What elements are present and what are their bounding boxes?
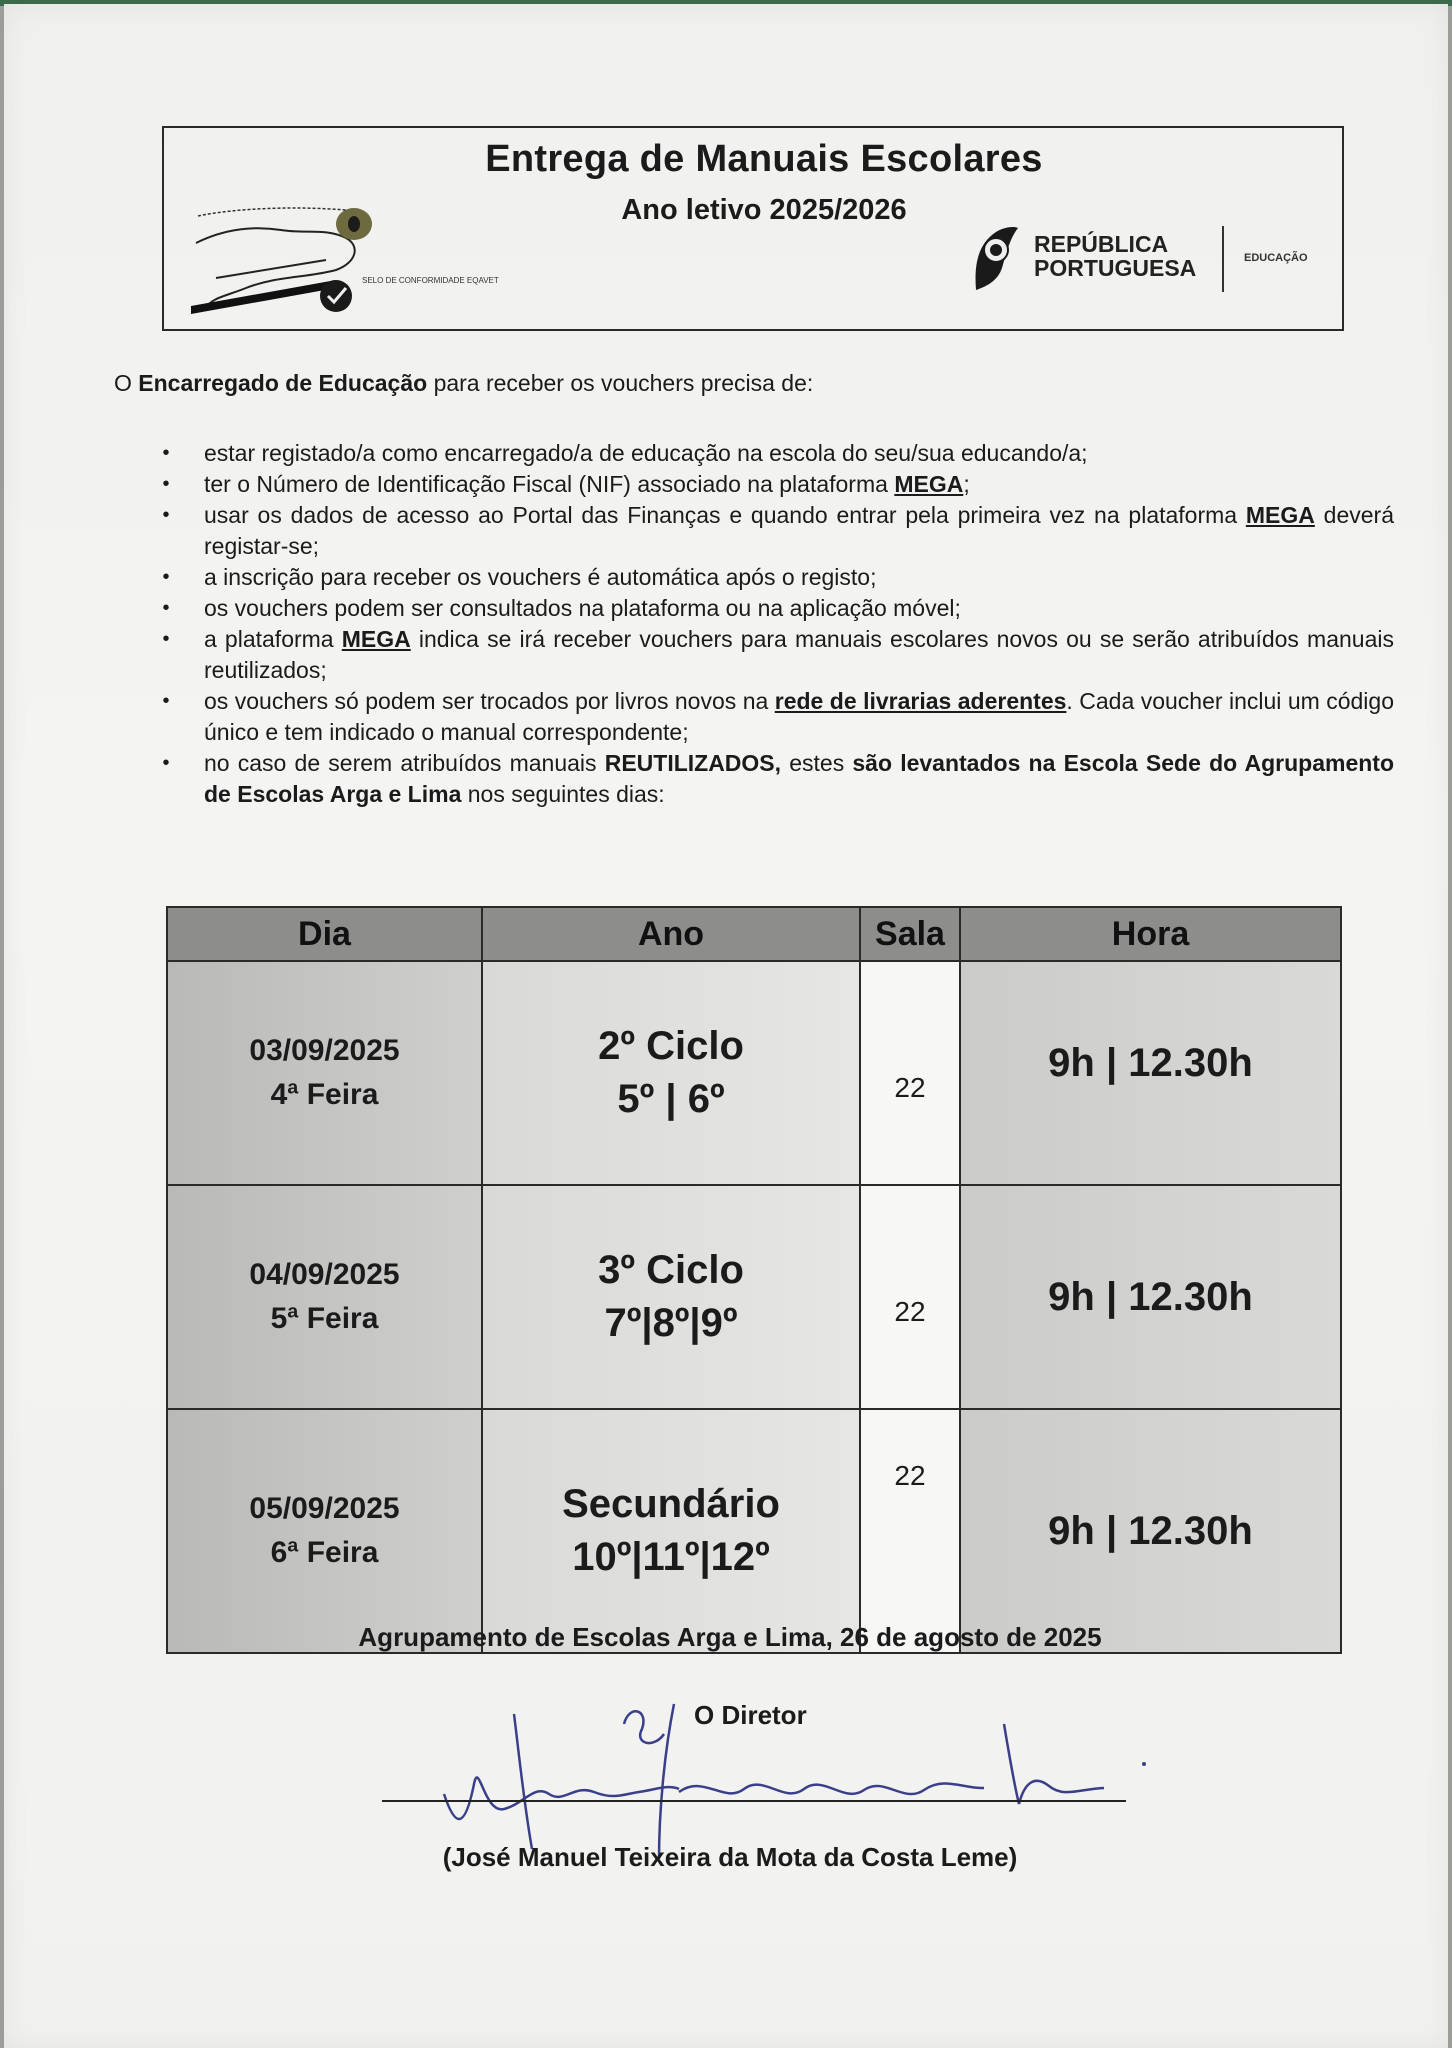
anos: 10º|11º|12º (572, 1535, 770, 1579)
date: 03/09/2025 (249, 1034, 400, 1067)
date: 05/09/2025 (249, 1492, 400, 1525)
signature-line (382, 1800, 1126, 1802)
document-subtitle: Ano letivo 2025/2026 (621, 194, 907, 226)
ciclo: Secundário (562, 1482, 780, 1526)
list-item-text: estes (781, 750, 853, 776)
hora: 9h | 12.30h (1048, 1274, 1253, 1319)
list-item (156, 469, 1394, 500)
rp-divider (1222, 226, 1224, 292)
cell-dia (167, 1185, 482, 1409)
bullet-dot-icon: • (162, 504, 170, 526)
intro-paragraph (114, 370, 813, 397)
rp-line2: PORTUGUESA (1034, 255, 1197, 281)
footer-role: O Diretor (694, 1700, 807, 1730)
cell-sala: 22 (860, 1185, 960, 1409)
bullet-dot-icon: • (162, 690, 170, 712)
intro-prefix: O (114, 370, 132, 396)
list-item-text: a plataforma (204, 626, 342, 652)
footer-place-date: Agrupamento de Escolas Arga e Lima, 26 de agosto de 2025 (358, 1622, 1102, 1652)
hora: 9h | 12.30h (1048, 1508, 1253, 1553)
bullet-dot-icon: • (162, 597, 170, 619)
list-item-text: usar os dados de acesso ao Portal das Finanças e quando entrar pela primeira vez na plataforma (204, 502, 1246, 528)
intro-rest: para receber os vouchers precisa de: (433, 370, 814, 396)
list-item-text: no caso de serem atribuídos manuais (204, 750, 605, 776)
weekday: 5ª Feira (270, 1302, 379, 1335)
intro-bold: Encarregado de Educação (138, 370, 428, 396)
bold-text: REUTILIZADOS, (604, 750, 782, 776)
director-name: (José Manuel Teixeira da Mota da Costa Leme) (442, 1842, 1018, 1872)
document-page (4, 4, 1448, 2048)
cell-sala: 22 (860, 1409, 960, 1653)
list-item (156, 593, 1394, 624)
underlined-text: rede de livrarias aderentes (774, 688, 1067, 714)
column-header-dia: Dia (167, 907, 482, 961)
cell-sala: 22 (860, 961, 960, 1185)
cell-ano (482, 1409, 860, 1653)
underlined-text: MEGA (341, 626, 411, 652)
table-row (167, 1409, 1341, 1653)
hora: 9h | 12.30h (1048, 1040, 1253, 1085)
cell-ano (482, 961, 860, 1185)
cell-ano (482, 1185, 860, 1409)
cell-hora (960, 1185, 1341, 1409)
handwritten-signature-icon (424, 1664, 1184, 1864)
list-item-text: . Cada voucher inclui um código único e tem indicado o manual correspondente; (204, 688, 1394, 745)
underlined-text: MEGA (1245, 502, 1315, 528)
column-header-ano: Ano (482, 907, 860, 961)
cell-dia (167, 961, 482, 1185)
list-item-text: estar registado/a como encarregado/a de educação na escola do seu/sua educando/a; (204, 440, 1088, 466)
republica-portuguesa-label (1034, 232, 1196, 280)
document-title: Entrega de Manuais Escolares (485, 138, 1043, 180)
bullet-dot-icon: • (162, 566, 170, 588)
weekday: 6ª Feira (270, 1536, 379, 1569)
cell-dia (167, 1409, 482, 1653)
seal-text: SELO DE CONFORMIDADE EQAVET (362, 276, 499, 285)
cell-hora (960, 1409, 1341, 1653)
list-item (156, 438, 1394, 469)
list-item (156, 748, 1394, 810)
table-header-row (167, 907, 1341, 961)
list-item (156, 624, 1394, 686)
list-item-text: ; (963, 471, 970, 497)
list-item-text: a inscrição para receber os vouchers é automática após o registo; (204, 564, 877, 590)
underlined-text: MEGA (894, 471, 964, 497)
list-item-text: indica se irá receber vouchers para manuais escolares novos ou se serão atribuídos manuais reutilizados; (204, 626, 1394, 683)
weekday: 4ª Feira (270, 1078, 379, 1111)
bullet-dot-icon: • (162, 628, 170, 650)
bullet-dot-icon: • (162, 473, 170, 495)
list-item-text: ter o Número de Identificação Fiscal (NIF) associado na plataforma (204, 471, 895, 497)
anos: 7º|8º|9º (604, 1301, 738, 1345)
list-item (156, 500, 1394, 562)
republica-portuguesa-logo-icon (970, 224, 1020, 292)
list-item-text: os vouchers podem ser consultados na plataforma ou na aplicação móvel; (204, 595, 961, 621)
ciclo: 3º Ciclo (598, 1248, 744, 1292)
column-header-sala: Sala (860, 907, 960, 961)
rp-line1: REPÚBLICA (1034, 231, 1169, 257)
schedule-table (166, 906, 1342, 1654)
bold-text: são levantados na Escola Sede do Agrupamento de Escolas Arga e Lima (204, 750, 1394, 807)
table-row (167, 961, 1341, 1185)
bullet-dot-icon: • (162, 752, 170, 774)
list-item-text: nos seguintes dias: (461, 781, 665, 807)
header-box (162, 126, 1344, 331)
list-item (156, 686, 1394, 748)
school-logo-icon (186, 198, 446, 318)
list-item (156, 562, 1394, 593)
ciclo: 2º Ciclo (598, 1024, 744, 1068)
list-item-text: os vouchers só podem ser trocados por livros novos na (204, 688, 775, 714)
list-item-text: deverá registar-se; (204, 502, 1394, 559)
cell-hora (960, 961, 1341, 1185)
table-row (167, 1185, 1341, 1409)
date: 04/09/2025 (249, 1258, 400, 1291)
bullet-dot-icon: • (162, 442, 170, 464)
rp-area-label: EDUCAÇÃO (1244, 252, 1308, 264)
anos: 5º | 6º (617, 1077, 725, 1121)
requirements-list (156, 438, 1394, 810)
column-header-hora: Hora (960, 907, 1341, 961)
